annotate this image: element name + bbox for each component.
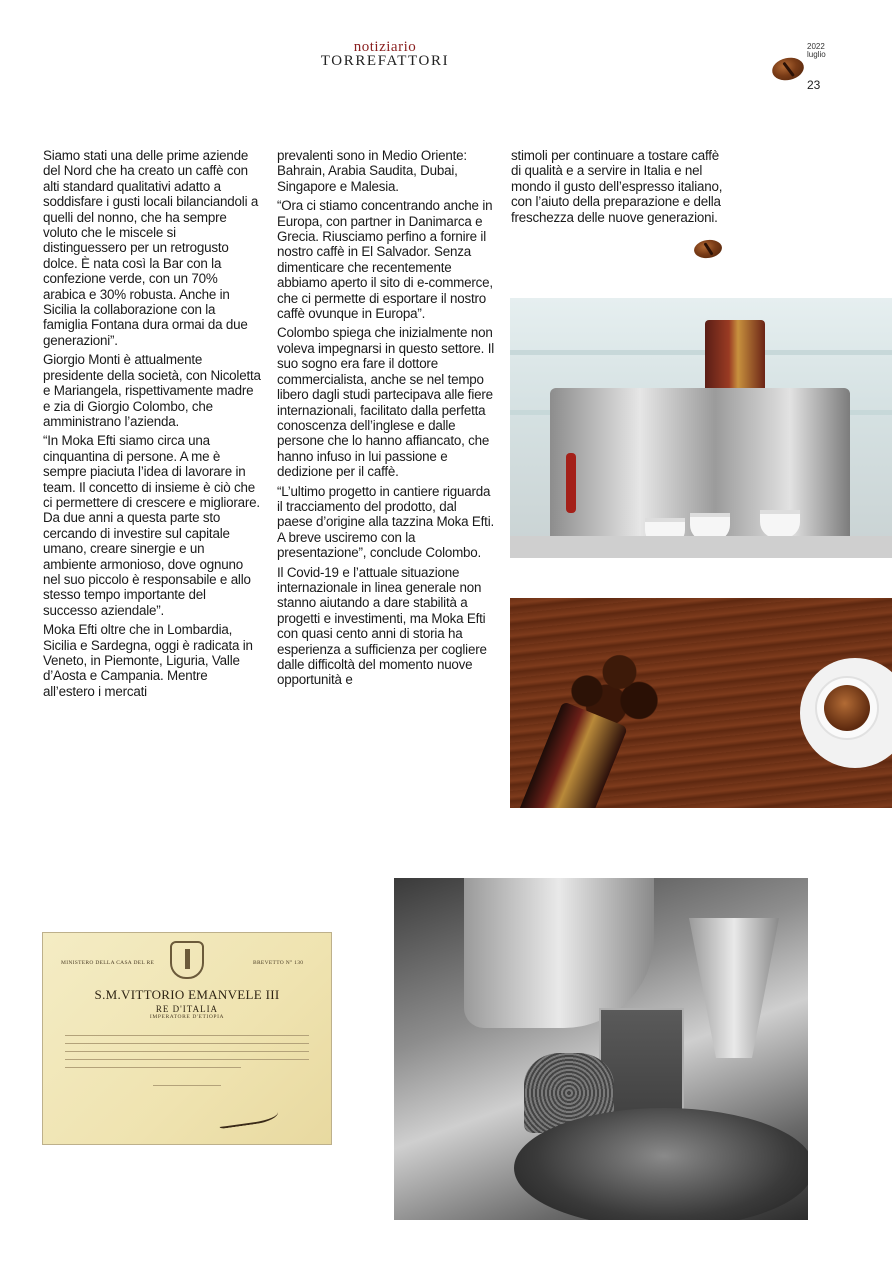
certificate-left-heading: MINISTERO DELLA CASA DEL RE xyxy=(61,960,155,966)
certificate-title: RE D'ITALIA xyxy=(155,1004,219,1014)
article-column-2 xyxy=(277,148,495,692)
paragraph: “L’ultimo progetto in cantiere riguarda il tracciamento del prodotto, dal paese d’origine alla tazzina Moka Efti. A breve usciremo con la presentazione”, conclude Colombo. xyxy=(277,483,494,561)
paragraph: stimoli per continuare a tostare caffè di qualità e a servire in Italia e nel mondo il gusto dell’espresso italiano, con l’aiuto della preparazione e della freschezza delle nuove generazioni. xyxy=(511,148,723,225)
coffee-bean-icon xyxy=(770,55,806,83)
issue-month: luglio xyxy=(807,50,826,59)
paragraph: Giorgio Monti è attualmente presidente della società, con Nicoletta e Mariangela, rispettivamente madre e zia di Giorgio Colombo, che amministrano l’azienda. xyxy=(43,352,261,429)
royal-crest-icon xyxy=(170,941,204,979)
paragraph: prevalenti sono in Medio Oriente: Bahrain, Arabia Saudita, Dubai, Singapore e Malesia. xyxy=(277,148,467,194)
issue-date xyxy=(807,43,826,59)
coffee-table-photo xyxy=(510,598,892,808)
issue-year: 2022 xyxy=(807,42,825,51)
paragraph: Siamo stati una delle prime aziende del Nord che ha creato un caffè con alti standard qualitativi adatto a soddisfare i gusti locali bilanciandoli a quelli del nonno, che ha sempre voluto che le miscele si distinguessero per un retrogusto dolce. È nata così la Bar con la confezione verde, con un 70% arabica e 30% robusta. Anche in Sicilia la collaborazione con la famiglia Fontana dura ormai da due generazioni”. xyxy=(43,148,259,348)
paragraph: Moka Efti oltre che in Lombardia, Sicilia e Sardegna, oggi è radicata in Veneto, in Piemonte, Liguria, Valle d’Aosta e Campania. Mentre all’estero i mercati xyxy=(43,622,253,699)
masthead-brand: TORREFATTORI xyxy=(320,53,450,69)
paragraph: Colombo spiega che inizialmente non voleva impegnarsi in questo settore. Il suo sogno era fare il dottore commercialista, anche se nel tempo libero dagli studi partecipava alle fiere internazionali, facilitato dalla perfetta conoscenza dell’inglese e dalle persone che lo hanno affiancato, che hanno infuso in lui passione e dedizione per il caffè. xyxy=(277,325,494,480)
article-column-3 xyxy=(511,148,726,229)
end-mark-bean-icon xyxy=(693,238,723,260)
masthead xyxy=(300,40,470,69)
vintage-roaster-photo xyxy=(394,878,808,1220)
espresso-machine-photo xyxy=(510,298,892,558)
page-number: 23 xyxy=(807,78,821,92)
royal-warrant-certificate xyxy=(42,932,332,1145)
certificate-king: S.M.VITTORIO EMANVELE III xyxy=(94,987,280,1002)
paragraph: “In Moka Efti siamo circa una cinquantina di persone. A me è sempre piaciuta l’idea di lavorare in team. Il concetto di insieme è ciò che ci permettere di crescere e migliorare. Da due anni a questa parte sto cercando di investire sul capitale umano, creare sinergie e un ambiente armonioso, dove ognuno nel suo piccolo è responsabile e allo stesso tempo importante del successo aziendale”. xyxy=(43,433,260,618)
certificate-right-heading: BREVETTO N° 130 xyxy=(253,960,304,966)
masthead-kicker: notiziario xyxy=(353,39,417,55)
certificate-subtitle: IMPERATORE D'ETIOPIA xyxy=(149,1014,225,1020)
certificate-signature xyxy=(217,1099,279,1129)
article-column-1 xyxy=(43,148,261,703)
paragraph: Il Covid-19 e l’attuale situazione internazionale in linea generale non stanno aiutando a dare stabilità a progetti e investimenti, ma Moka Efti con quasi cento anni di storia ha esperienza a sufficienza per cogliere dalle difficoltà del momento nuove opportunità e xyxy=(277,564,487,688)
paragraph: “Ora ci stiamo concentrando anche in Europa, con partner in Danimarca e Grecia. Riusciamo perfino a fornire il nostro caffè in El Salvador. Senza dimenticare che recentemente abbiamo aperto il sito di e-commerce, che ci permette di esportare il nostro caffè ovunque in Europa”. xyxy=(277,198,493,322)
